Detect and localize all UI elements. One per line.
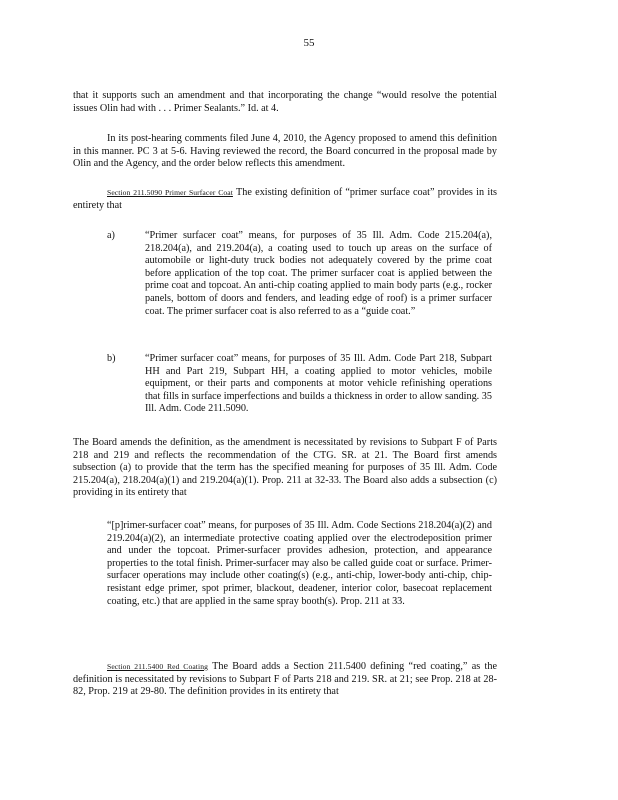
section-red-coating xyxy=(73,661,497,699)
paragraph-text: In its post-hearing comments filed June 4, 2010, the Agency proposed to amend this definition in this manner. PC 3 at 5-6. Having reviewed the record, the Board concurred in the proposal made by Olin and the Agency, and the order below reflects this amendment. xyxy=(73,133,497,170)
paragraph-text: that it supports such an amendment and that incorporating the change “would resolve the potential issues Olin had with . . . Primer Sealants.” Id. at 4. xyxy=(73,90,497,114)
quote-text: “[p]rimer-surfacer coat” means, for purposes of 35 Ill. Adm. Code Sections 218.204(a)(2) and 219.204(a)(2), an intermediate protective coating applied over the electrodeposition primer and under the topcoat. Primer-surfacer provides adhesion, protection, and appearance properties to the total finish. Primer-surfacer may also be called guide coat or surface. Primer-surfacer operations may include other coating(s) (e.g., anti-chip, lower-body anti-chip, chip-resistant edge primer, spot primer, blackout, deadener, interior color, basecoat replacement coating, etc.) that are applied in the same spray booth(s). Prop. 211 at 33. xyxy=(107,520,492,607)
paragraph-board-amends xyxy=(73,437,497,500)
item-a-definition: “Primer surfacer coat” means, for purposes of 35 Ill. Adm. Code 215.204(a), 218.204(a), and 219.204(a), a coating used to touch up areas on the surface of automobile or light-duty truck bodies not adequately covered by the prime coat before application of the top coat. The primer surfacer coat is applied between the prime coat and topcoat. An anti-chip coating applied to main body parts (e.g., rocker panels, bottom of doors and fenders, and leading edge of roof) is a primer surfacer coat. The primer surfacer coat is also referred to as a “guide coat.” xyxy=(145,230,492,317)
block-quote-subsection-c xyxy=(107,520,492,608)
item-b-label: b) xyxy=(107,353,116,364)
section-intro-text: The existing definition of “primer surface coat” provides in its entirety that xyxy=(73,187,497,211)
paragraph-text: The Board amends the definition, as the amendment is necessitated by revisions to Subpart F of Parts 218 and 219 and reflects the recommendation of the CTG. SR. at 21. The Board first amends subsection (a) to provide that the term has the specified meaning for purposes of 35 Ill. Adm. Code 215.204(a), 218.204(a)(1) and 219.204(a)(1). Prop. 211 at 32-33. The Board also adds a subsection (c) providing in its entirety that xyxy=(73,437,497,499)
paragraph-olin-support xyxy=(73,90,497,115)
paragraph-agency-proposal xyxy=(73,133,497,171)
section-primer-surfacer-coat xyxy=(73,187,497,212)
item-b-definition: “Primer surfacer coat” means, for purposes of 35 Ill. Adm. Code Part 218, Subpart HH and Part 219, Subpart HH, a coating applied to motor vehicles, mobile equipment, or their parts and components at motor vehicle refinishing operations that fills in surface imperfections and builds a thickness in order to allow sanding. 35 Ill. Adm. Code 211.5090. xyxy=(145,353,492,415)
section-heading: Section 211.5400 Red Coating xyxy=(107,662,209,671)
page-number: 55 xyxy=(303,37,315,49)
section-intro-text: The Board adds a Section 211.5400 defining “red coating,” as the definition is necessitated by revisions to Subpart F of Parts 218 and 219. SR. at 21; see Prop. 218 at 28-82, Prop. 219 at 29-80. The definition provides in its entirety that xyxy=(73,661,497,698)
item-a-label: a) xyxy=(107,230,115,241)
section-heading: Section 211.5090 Primer Surfacer Coat xyxy=(107,188,233,197)
